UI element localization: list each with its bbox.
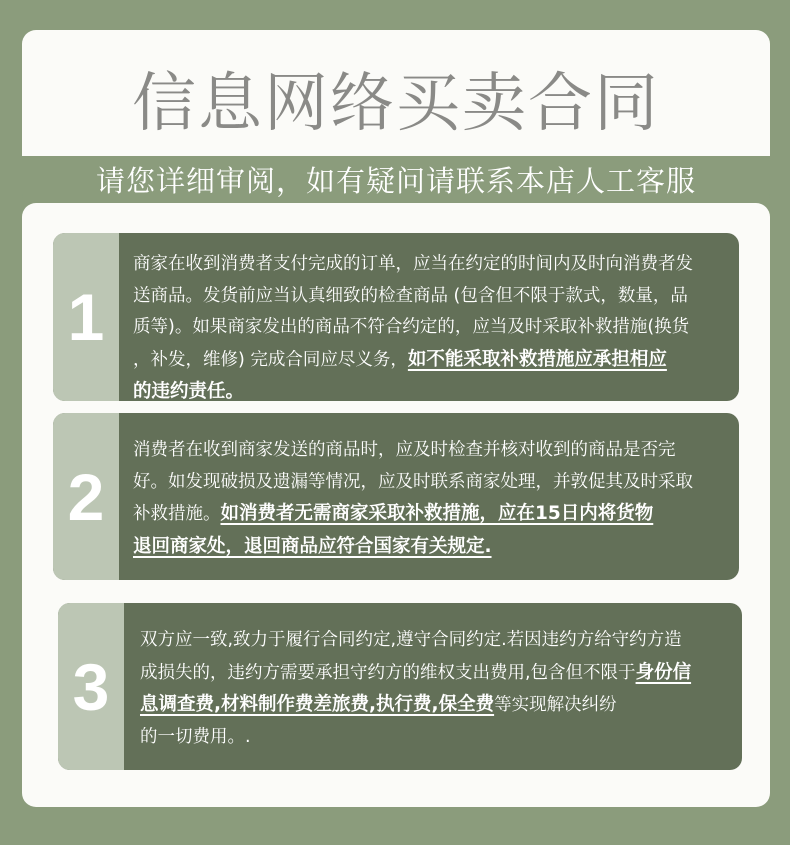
clause-number: 2 xyxy=(67,459,105,534)
clause-line: 消费者在收到商家发送的商品时，应及时检查并核对收到的商品是否完 xyxy=(133,440,676,460)
clause-line xyxy=(133,344,723,377)
header-banner xyxy=(22,30,770,198)
clause-number: 1 xyxy=(67,280,105,354)
clause-number: 3 xyxy=(72,649,110,724)
clause-line xyxy=(133,531,723,564)
clause-text-segment: ，补发，维修) 完成合同应尽义务， xyxy=(133,349,408,370)
clause-emphasis: 如不能采取补救措施应承担相应 xyxy=(407,348,667,370)
clause-line: 双方应一致,致力于履行合同约定,遵守合同约定.若因违约方给守约方造 xyxy=(140,630,682,650)
clause-text-segment: 等实现解决纠纷 xyxy=(494,695,617,715)
clause-line xyxy=(140,657,726,690)
clause-text-segment: 补救措施。 xyxy=(133,504,221,524)
clause-text xyxy=(133,249,723,401)
clause-text-segment: 成损失的，违约方需要承担守约方的维权支出费用,包含但不限于 xyxy=(140,662,636,683)
clause-emphasis: 身份信 xyxy=(635,661,692,683)
clause-line: 质等)。如果商家发出的商品不符合约定的，应当及时采取补救措施(换货 xyxy=(133,317,690,337)
clause-card-3 xyxy=(58,603,742,770)
clause-card-2 xyxy=(53,413,739,580)
clause-line: 好。如发现破损及遗漏等情况，应及时联系商家处理，并敦促其及时采取 xyxy=(133,471,693,492)
clause-line: 送商品。发货前应当认真细致的检查商品 (包含但不限于款式，数量，品 xyxy=(133,285,688,306)
page-subtitle: 请您详细审阅，如有疑问请联系本店人工客服 xyxy=(95,164,696,198)
clause-emphasis: 息调查费,材料制作费差旅费,执行费,保全费 xyxy=(140,694,495,715)
clause-line xyxy=(140,689,726,722)
clause-line: 的一切费用。. xyxy=(140,726,251,747)
clause-line xyxy=(133,498,723,531)
clause-card-1 xyxy=(53,233,739,401)
clause-text xyxy=(133,435,723,563)
page-title: 信息网络买卖合同 xyxy=(132,67,660,141)
clause-emphasis: 如消费者无需商家采取补救措施，应在15日内将货物 xyxy=(220,503,654,524)
clause-emphasis: 退回商家处，退回商品应符合国家有关规定. xyxy=(133,535,492,557)
clause-emphasis: 的违约责任。 xyxy=(133,381,245,401)
clause-line xyxy=(133,376,723,401)
clause-line: 商家在收到消费者支付完成的订单，应当在约定的时间内及时向消费者发 xyxy=(133,254,693,274)
clause-text xyxy=(140,625,726,753)
